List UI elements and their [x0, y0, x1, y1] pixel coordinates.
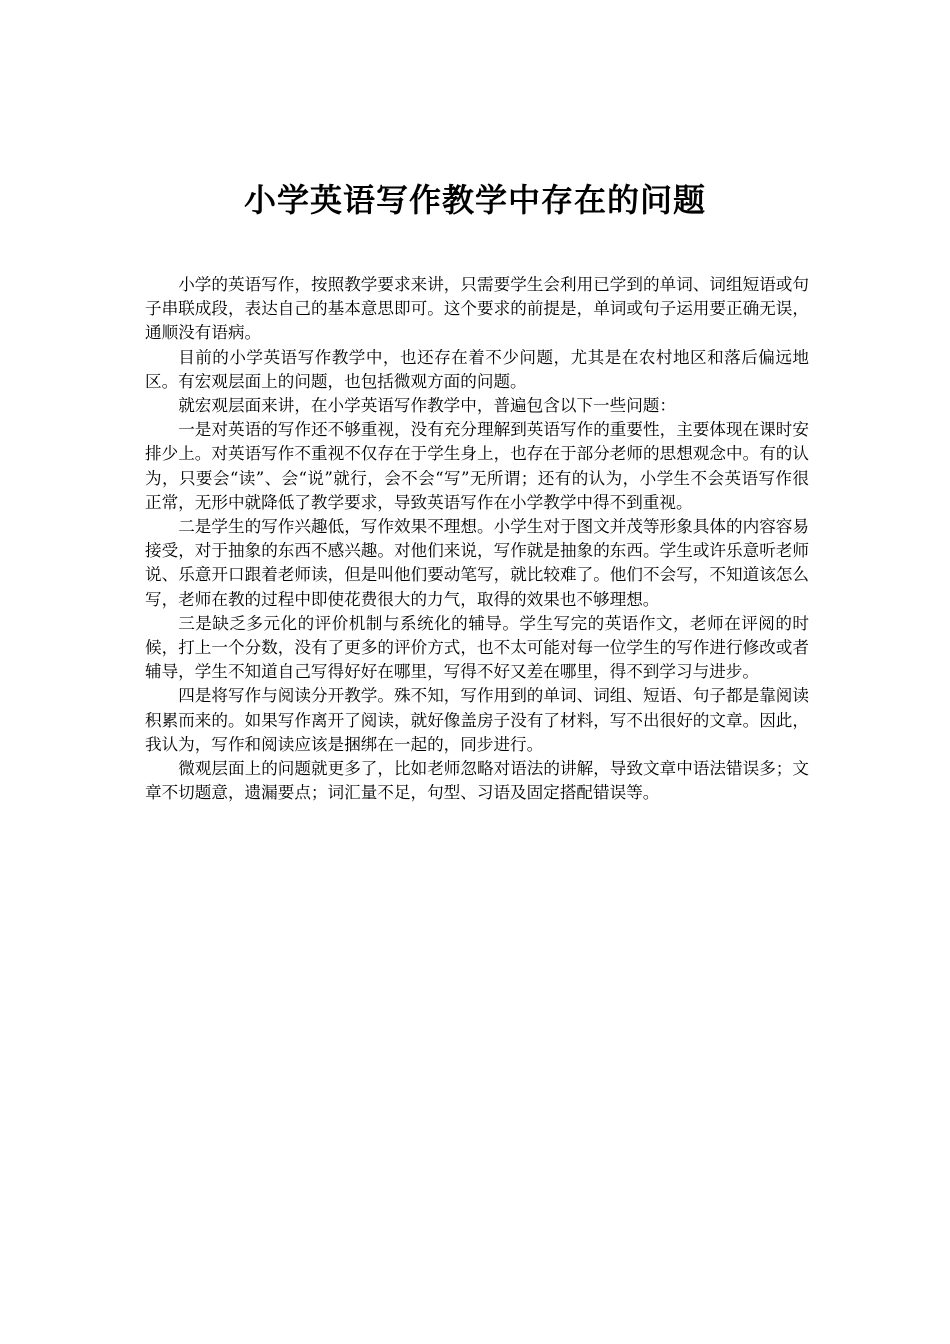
paragraph-current-problems: 目前的小学英语写作教学中，也还存在着不少问题，尤其是在农村地区和落后偏远地区。有宏观层面上的问题，也包括微观方面的问题。: [145, 347, 809, 391]
paragraph-problem-two: 二是学生的写作兴趣低，写作效果不理想。小学生对于图文并茂等形象具体的内容容易接受，对于抽象的东西不感兴趣。对他们来说，写作就是抽象的东西。学生或许乐意听老师说、乐意开口跟着老师读，但是叫他们要动笔写，就比较难了。他们不会写，不知道该怎么写，老师在教的过程中即使花费很大的力气，取得的效果也不够理想。: [145, 517, 809, 609]
paragraph-problem-three: 三是缺乏多元化的评价机制与系统化的辅导。学生写完的英语作文，老师在评阅的时候，打上一个分数，没有了更多的评价方式，也不太可能对每一位学生的写作进行修改或者辅导，学生不知道自己写得好好在哪里，写得不好又差在哪里，得不到学习与进步。: [145, 613, 809, 682]
document-body: [145, 273, 809, 805]
paragraph-intro: 小学的英语写作，按照教学要求来讲，只需要学生会利用已学到的单词、词组短语或句子串联成段，表达自己的基本意思即可。这个要求的前提是，单词或句子运用要正确无误，通顺没有语病。: [145, 275, 809, 343]
paragraph-micro-problems: 微观层面上的问题就更多了，比如老师忽略对语法的讲解，导致文章中语法错误多；文章不切题意，遗漏要点；词汇量不足，句型、习语及固定搭配错误等。: [145, 759, 809, 803]
document-title: 小学英语写作教学中存在的问题: [243, 181, 706, 219]
paragraph-problem-one: 一是对英语的写作还不够重视，没有充分理解到英语写作的重要性，主要体现在课时安排少上。对英语写作不重视不仅存在于学生身上，也存在于部分老师的思想观念中。有的认为，只要会“读”、会“说”就行，会不会“写”无所谓；还有的认为，小学生不会英语写作很正常，无形中就降低了教学要求，导致英语写作在小学教学中得不到重视。: [145, 420, 809, 512]
paragraph-problem-four: 四是将写作与阅读分开教学。殊不知，写作用到的单词、词组、短语、句子都是靠阅读积累而来的。如果写作离开了阅读，就好像盖房子没有了材料，写不出很好的文章。因此，我认为，写作和阅读应该是捆绑在一起的，同步进行。: [145, 686, 809, 754]
paragraph-macro-intro: 就宏观层面来讲，在小学英语写作教学中，普遍包含以下一些问题：: [178, 396, 676, 416]
